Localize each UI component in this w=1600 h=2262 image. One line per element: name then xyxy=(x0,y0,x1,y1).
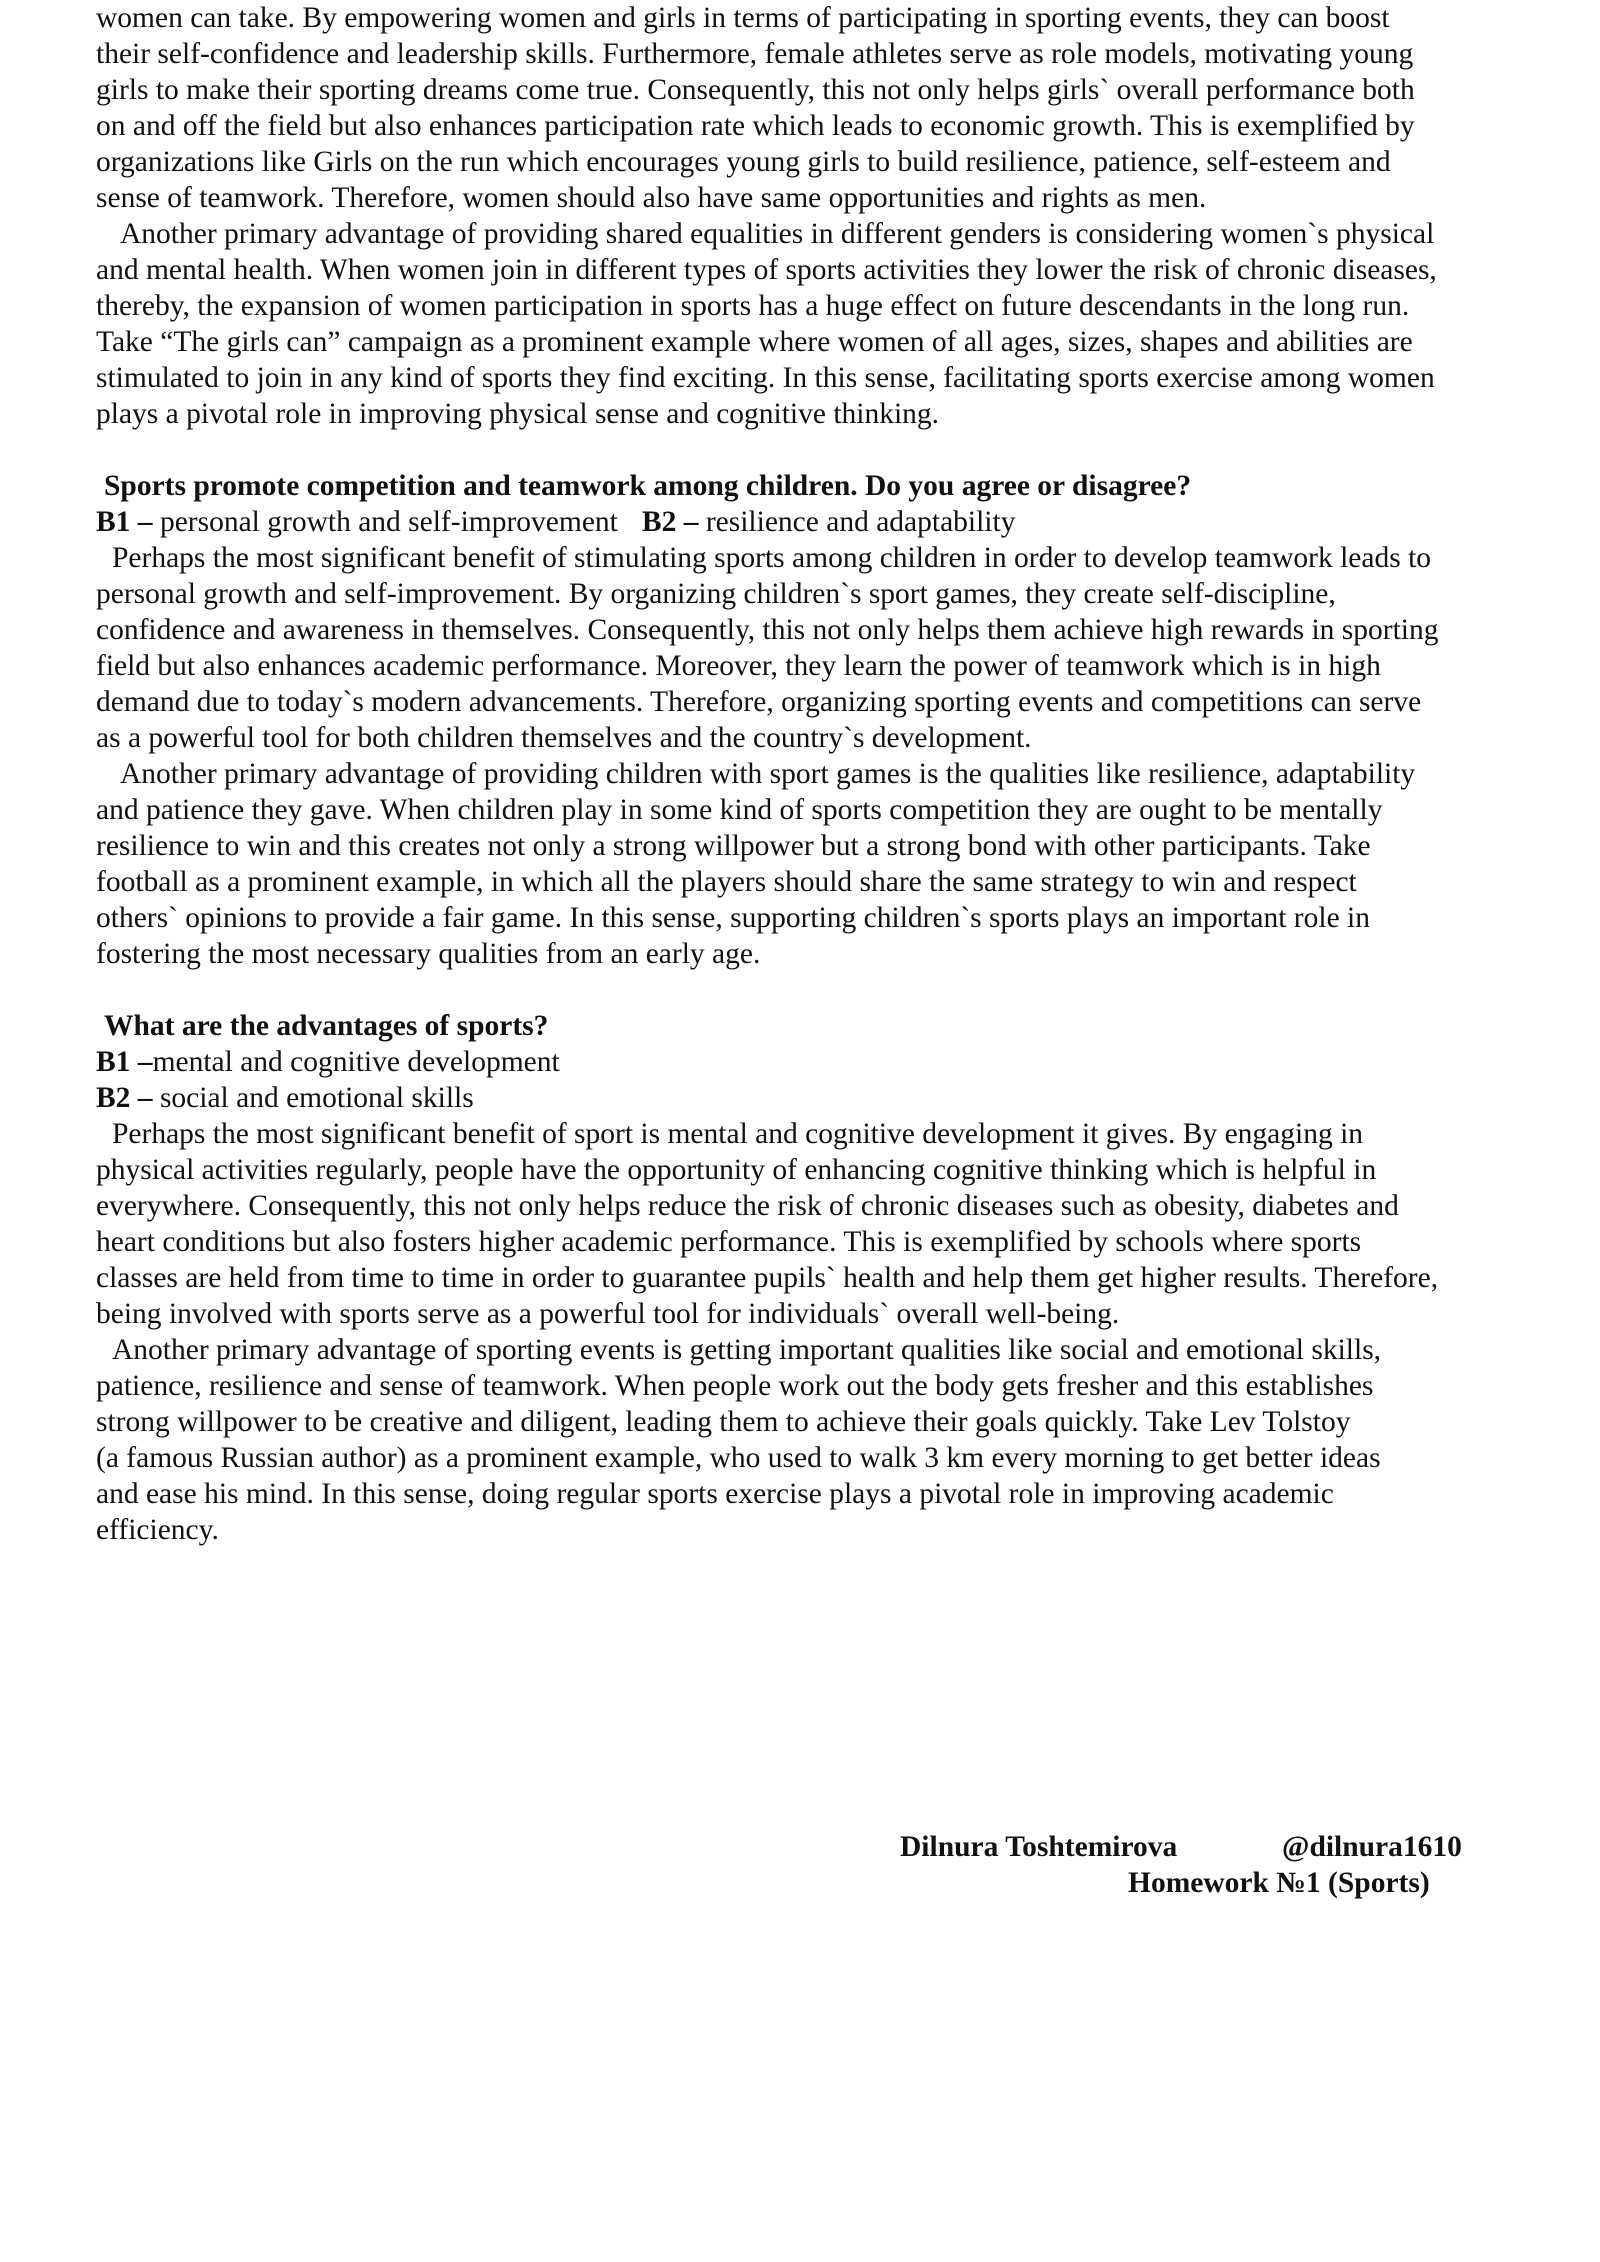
text-line: fostering the most necessary qualities from an early age. xyxy=(96,938,761,970)
text-line: being involved with sports serve as a powerful tool for individuals` overall well-being. xyxy=(96,1298,1120,1330)
text-line: Perhaps the most significant benefit of sport is mental and cognitive development it gives. By engaging in xyxy=(112,1118,1364,1150)
b2-line xyxy=(96,1080,1516,1116)
homework-title: Homework №1 (Sports) xyxy=(1128,1867,1430,1899)
text-line: classes are held from time to time in order to guarantee pupils` health and help them get higher results. Therefore, xyxy=(96,1262,1439,1294)
b2-text: social and emotional skills xyxy=(152,1082,474,1114)
women-health-paragraph xyxy=(96,216,1516,432)
text-line: thereby, the expansion of women participation in sports has a huge effect on future descendants in the long run. xyxy=(96,290,1410,322)
text-line: strong willpower to be creative and diligent, leading them to achieve their goals quickly. Take Lev Tolstoy xyxy=(96,1406,1351,1438)
text-line: organizations like Girls on the run which encourages young girls to build resilience, patience, self-esteem and xyxy=(96,146,1391,178)
b1-text: personal growth and self-improvement xyxy=(152,506,618,538)
text-line: field but also enhances academic performance. Moreover, they learn the power of teamwork which is in high xyxy=(96,650,1381,682)
text-line: stimulated to join in any kind of sports they find exciting. In this sense, facilitating sports exercise among women xyxy=(96,362,1435,394)
text-line: Another primary advantage of providing shared equalities in different genders is considering women`s physical xyxy=(120,218,1435,250)
text-line: sense of teamwork. Therefore, women should also have same opportunities and rights as men. xyxy=(96,182,1207,214)
text-line: and mental health. When women join in different types of sports activities they lower the risk of chronic diseases, xyxy=(96,254,1437,286)
b2-text: resilience and adaptability xyxy=(698,506,1016,538)
b1-line xyxy=(96,1044,1516,1080)
intro-paragraph xyxy=(96,0,1516,216)
author-name: Dilnura Toshtemirova xyxy=(900,1831,1178,1863)
text-line: heart conditions but also fosters higher academic performance. This is exemplified by schools where sports xyxy=(96,1226,1362,1258)
b2-label: B2 – xyxy=(641,506,699,538)
essay-heading: What are the advantages of sports? xyxy=(104,1010,549,1042)
signature-block xyxy=(900,1829,1500,1901)
body-paragraph-1 xyxy=(96,540,1516,756)
essay-children-section xyxy=(96,468,1516,972)
text-line: everywhere. Consequently, this not only helps reduce the risk of chronic diseases such as obesity, diabetes and xyxy=(96,1190,1399,1222)
body-points-line xyxy=(96,504,1516,540)
essay-heading: Sports promote competition and teamwork among children. Do you agree or disagree? xyxy=(104,470,1192,502)
body-paragraph-2 xyxy=(96,1332,1516,1548)
b1-text: mental and cognitive development xyxy=(152,1046,560,1078)
essay-advantages-section xyxy=(96,1008,1516,1548)
essay-body xyxy=(96,0,1516,1548)
body-paragraph-1 xyxy=(96,1116,1516,1332)
paragraph-gap xyxy=(96,432,1516,468)
text-line: (a famous Russian author) as a prominent example, who used to walk 3 km every morning to get better ideas xyxy=(96,1442,1381,1474)
text-line: their self-confidence and leadership skills. Furthermore, female athletes serve as role models, motivating young xyxy=(96,38,1414,70)
b2-label: B2 – xyxy=(96,1082,153,1114)
text-line: Another primary advantage of sporting events is getting important qualities like social and emotional skills, xyxy=(112,1334,1382,1366)
text-line: physical activities regularly, people have the opportunity of enhancing cognitive thinking which is helpful in xyxy=(96,1154,1377,1186)
text-line: others` opinions to provide a fair game. In this sense, supporting children`s sports plays an important role in xyxy=(96,902,1370,934)
body-paragraph-2 xyxy=(96,756,1516,972)
text-line: football as a prominent example, in which all the players should share the same strategy to win and respect xyxy=(96,866,1357,898)
b1-label: B1 – xyxy=(96,506,153,538)
text-line: women can take. By empowering women and girls in terms of participating in sporting events, they can boost xyxy=(96,2,1390,34)
text-line: Perhaps the most significant benefit of stimulating sports among children in order to develop teamwork leads to xyxy=(112,542,1432,574)
text-line: resilience to win and this creates not only a strong willpower but a strong bond with other participants. Take xyxy=(96,830,1371,862)
text-line: Take “The girls can” campaign as a prominent example where women of all ages, sizes, shapes and abilities are xyxy=(96,326,1413,358)
text-line: and ease his mind. In this sense, doing regular sports exercise plays a pivotal role in improving academic xyxy=(96,1478,1334,1510)
text-line: girls to make their sporting dreams come true. Consequently, this not only helps girls` overall performance both xyxy=(96,74,1415,106)
b1-label: B1 – xyxy=(96,1046,153,1078)
text-line: and patience they gave. When children play in some kind of sports competition they are ought to be mentally xyxy=(96,794,1383,826)
text-line: patience, resilience and sense of teamwork. When people work out the body gets fresher and this establishes xyxy=(96,1370,1374,1402)
paragraph-gap xyxy=(96,972,1516,1008)
text-line: as a powerful tool for both children themselves and the country`s development. xyxy=(96,722,1032,754)
text-line: efficiency. xyxy=(96,1514,219,1546)
text-line: plays a pivotal role in improving physical sense and cognitive thinking. xyxy=(96,398,940,430)
text-line: confidence and awareness in themselves. Consequently, this not only helps them achieve high rewards in sporting xyxy=(96,614,1439,646)
text-line: demand due to today`s modern advancements. Therefore, organizing sporting events and competitions can serve xyxy=(96,686,1422,718)
text-line: personal growth and self-improvement. By organizing children`s sport games, they create self-discipline, xyxy=(96,578,1336,610)
text-line: Another primary advantage of providing children with sport games is the qualities like resilience, adaptability xyxy=(120,758,1416,790)
text-line: on and off the field but also enhances participation rate which leads to economic growth. This is exemplified by xyxy=(96,110,1415,142)
author-handle: @dilnura1610 xyxy=(1282,1831,1462,1863)
